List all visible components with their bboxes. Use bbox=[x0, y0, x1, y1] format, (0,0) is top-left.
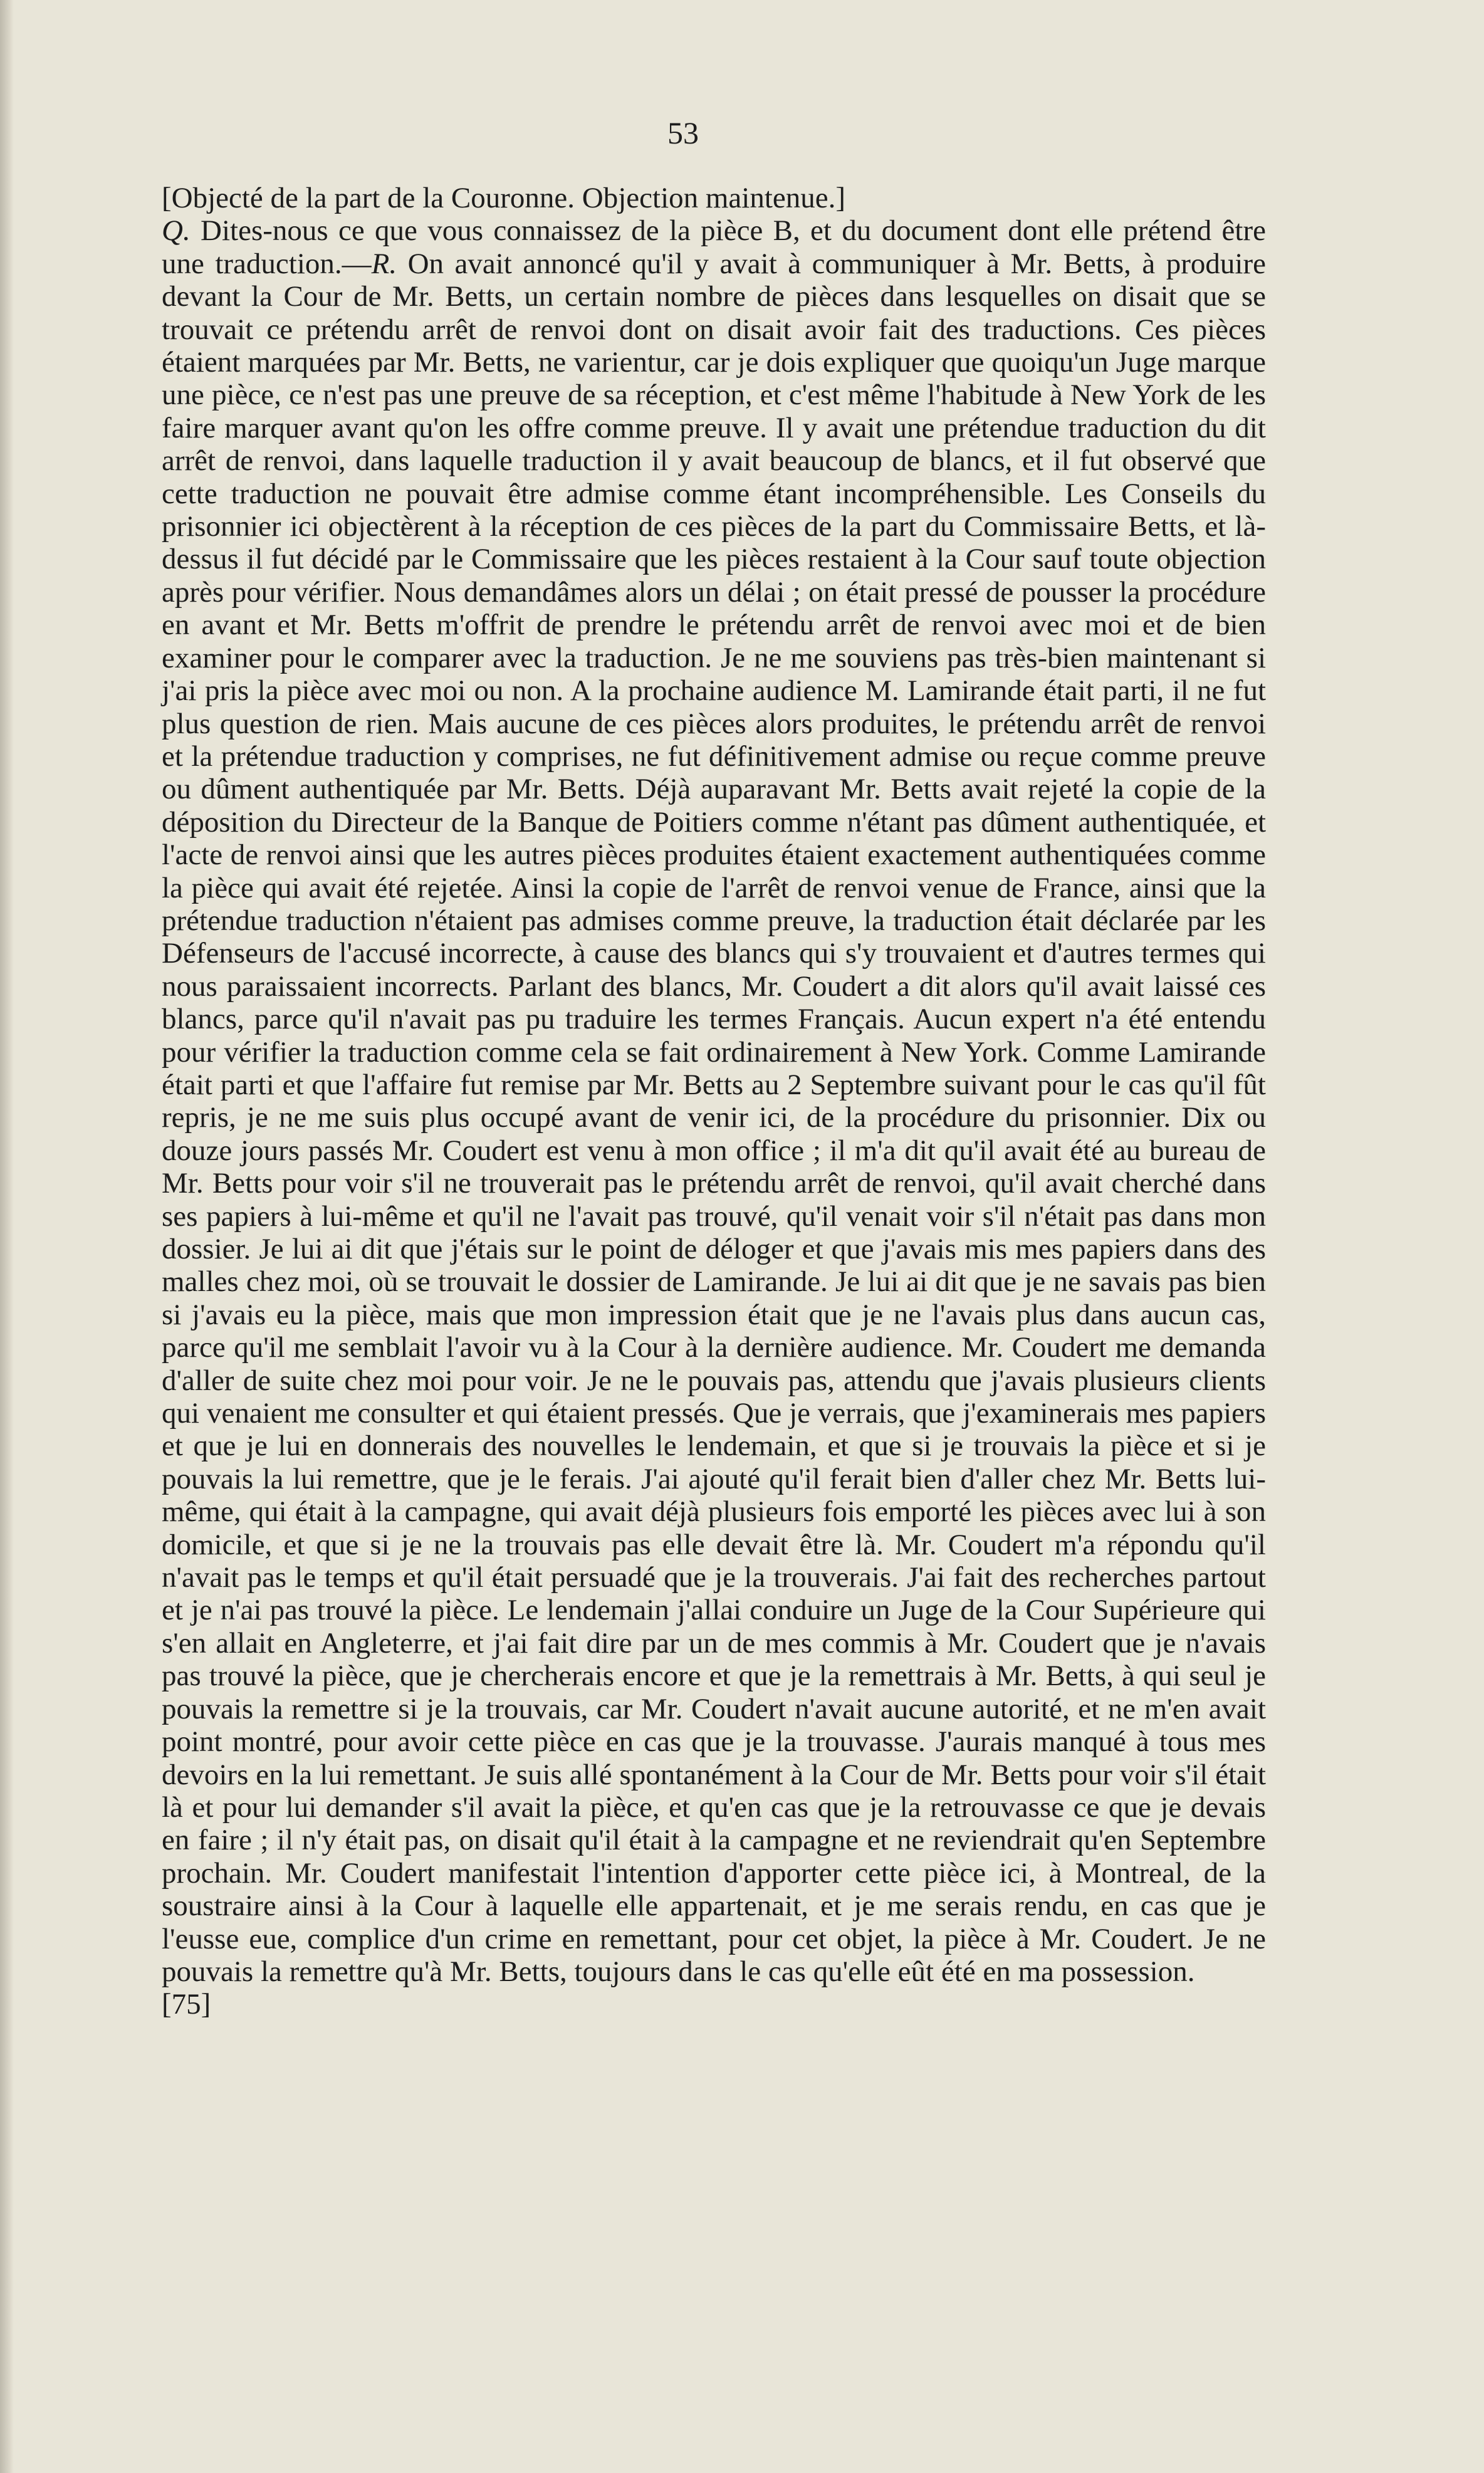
objection-note: [Objecté de la part de la Couronne. Objection maintenue.] bbox=[162, 182, 846, 214]
page-edge-shadow bbox=[0, 0, 14, 2473]
question-label: Q. bbox=[162, 214, 191, 248]
body-text bbox=[162, 182, 1266, 2021]
page-number: 53 bbox=[667, 115, 699, 150]
answer-label: R. bbox=[371, 247, 397, 280]
question-text: Dites-nous ce que vous connaissez de la pièce B, et du document dont elle prétend être une traduction.— bbox=[162, 214, 1266, 280]
question-answer-paragraph bbox=[162, 214, 1266, 1988]
footer-reference: [75] bbox=[162, 1988, 211, 2021]
footer-reference-line bbox=[162, 1988, 1266, 2021]
opening-line bbox=[162, 182, 1266, 214]
answer-text: On avait annoncé qu'il y avait à communiquer à Mr. Betts, à produire devant la Cour de Mr. Betts, un certain nombre de pièces dans lesquelles on disait que se trouvait ce prétendu arrêt de renvoi dont on disait avoir fait des traductions. Ces pièces étaient marquées par Mr. Betts, ne varientur, car je dois expliquer que quoiqu'un Juge marque une pièce, ce n'est pas une preuve de sa réception, et c'est même l'habitude à New York de les faire marquer avant qu'on les offre comme preuve. Il y avait une prétendue traduction du dit arrêt de renvoi, dans laquelle traduction il y avait beaucoup de blancs, et il fut observé que cette traduction ne pouvait être admise comme étant incompréhensible. Les Conseils du prisonnier ici objectèrent à la réception de ces pièces de la part du Commissaire Betts, et là-dessus il fut décidé par le Commissaire que les pièces restaient à la Cour sauf toute objection après pour vérifier. Nous demandâmes alors un délai ; on était pressé de pousser la procédure en avant et Mr. Betts m'offrit de prendre le prétendu arrêt de renvoi avec moi et de bien examiner pour le comparer avec la traduction. Je ne me souviens pas très-bien maintenant si j'ai pris la pièce avec moi ou non. A la prochaine audience M. Lamirande était parti, il ne fut plus question de rien. Mais aucune de ces pièces alors produites, le prétendu arrêt de renvoi et la prétendue traduction y comprises, ne fut définitivement admise ou reçue comme preuve ou dûment authentiquée par Mr. Betts. Déjà auparavant Mr. Betts avait rejeté la copie de la déposition du Directeur de la Banque de Poitiers comme n'étant pas dûment authentiquée, et l'acte de renvoi ainsi que les autres pièces produites étaient exactement authentiquées comme la pièce qui avait été rejetée. Ainsi la copie de l'arrêt de renvoi venue de France, ainsi que la prétendue traduction n'étaient pas admises comme preuve, la traduction était déclarée par les Défenseurs de l'accusé incorrecte, à cause des blancs qui s'y trouvaient et d'autres termes qui nous paraissaient incorrects. Parlant des blancs, Mr. Coudert a dit alors qu'il avait laissé ces blancs, parce qu'il n'avait pas pu traduire les termes Français. Aucun expert n'a été entendu pour vérifier la traduction comme cela se fait ordinairement à New York. Comme Lamirande était parti et que l'affaire fut remise par Mr. Betts au 2 Septembre suivant pour le cas qu'il fût repris, je ne me suis plus occupé avant de venir ici, de la procédure du prisonnier. Dix ou douze jours passés Mr. Coudert est venu à mon office ; il m'a dit qu'il avait été au bureau de Mr. Betts pour voir s'il ne trouverait pas le prétendu arrêt de renvoi, qu'il avait cherché dans ses papiers à lui-même et qu'il ne l'avait pas trouvé, qu'il venait voir s'il n'était pas dans mon dossier. Je lui ai dit que j'étais sur le point de déloger et que j'avais mis mes papiers dans des malles chez moi, où se trouvait le dossier de Lamirande. Je lui ai dit que je ne savais pas bien si j'avais eu la pièce, mais que mon impression était que je ne l'avais plus dans aucun cas, parce qu'il me semblait l'avoir vu à la Cour à la dernière audience. Mr. Coudert me demanda d'aller de suite chez moi pour voir. Je ne le pouvais pas, attendu que j'avais plusieurs clients qui venaient me consulter et qui étaient pressés. Que je verrais, que j'examinerais mes papiers et que je lui en donnerais des nouvelles le lendemain, et que si je trouvais la pièce et si je pouvais la lui remettre, que je le ferais. J'ai ajouté qu'il ferait bien d'aller chez Mr. Betts lui-même, qui était à la campagne, qui avait déjà plusieurs fois emporté les pièces avec lui à son domicile, et que si je ne la trouvais pas elle devait être là. Mr. Coudert m'a répondu qu'il n'avait pas le temps et qu'il était persuadé que je la trouverais. J'ai fait des recherches partout et je n'ai pas trouvé la pièce. Le lendemain j'allai conduire un Juge de la Cour Supérieure qui s'en allait en Angleterre, et j'ai fait dire par un de mes commis à Mr. Coudert que je n'avais pas trouvé la pièce, que je chercherais encore et que je la remettrais à Mr. Betts, à qui seul je pouvais la remettre si je la trouvais, car Mr. Coudert n'avait aucune autorité, et ne m'en avait point montré, pour avoir cette pièce en cas que je la trouvasse. J'aurais manqué à tous mes devoirs en la lui remettant. Je suis allé spontanément à la Cour de Mr. Betts pour voir s'il était là et pour lui demander s'il avait la pièce, et qu'en cas que je la retrouvasse ce que je devais en faire ; il n'y était pas, on disait qu'il était à la campagne et ne reviendrait qu'en Septembre prochain. Mr. Coudert manifestait l'intention d'apporter cette pièce ici, à Montreal, de la soustraire ainsi à la Cour à laquelle elle appartenait, et je me serais rendu, en cas que je l'eusse eue, complice d'un crime en remettant, pour cet objet, la pièce à Mr. Coudert. Je ne pouvais la remettre qu'à Mr. Betts, toujours dans le cas qu'elle eût été en ma possession. bbox=[162, 247, 1266, 1988]
